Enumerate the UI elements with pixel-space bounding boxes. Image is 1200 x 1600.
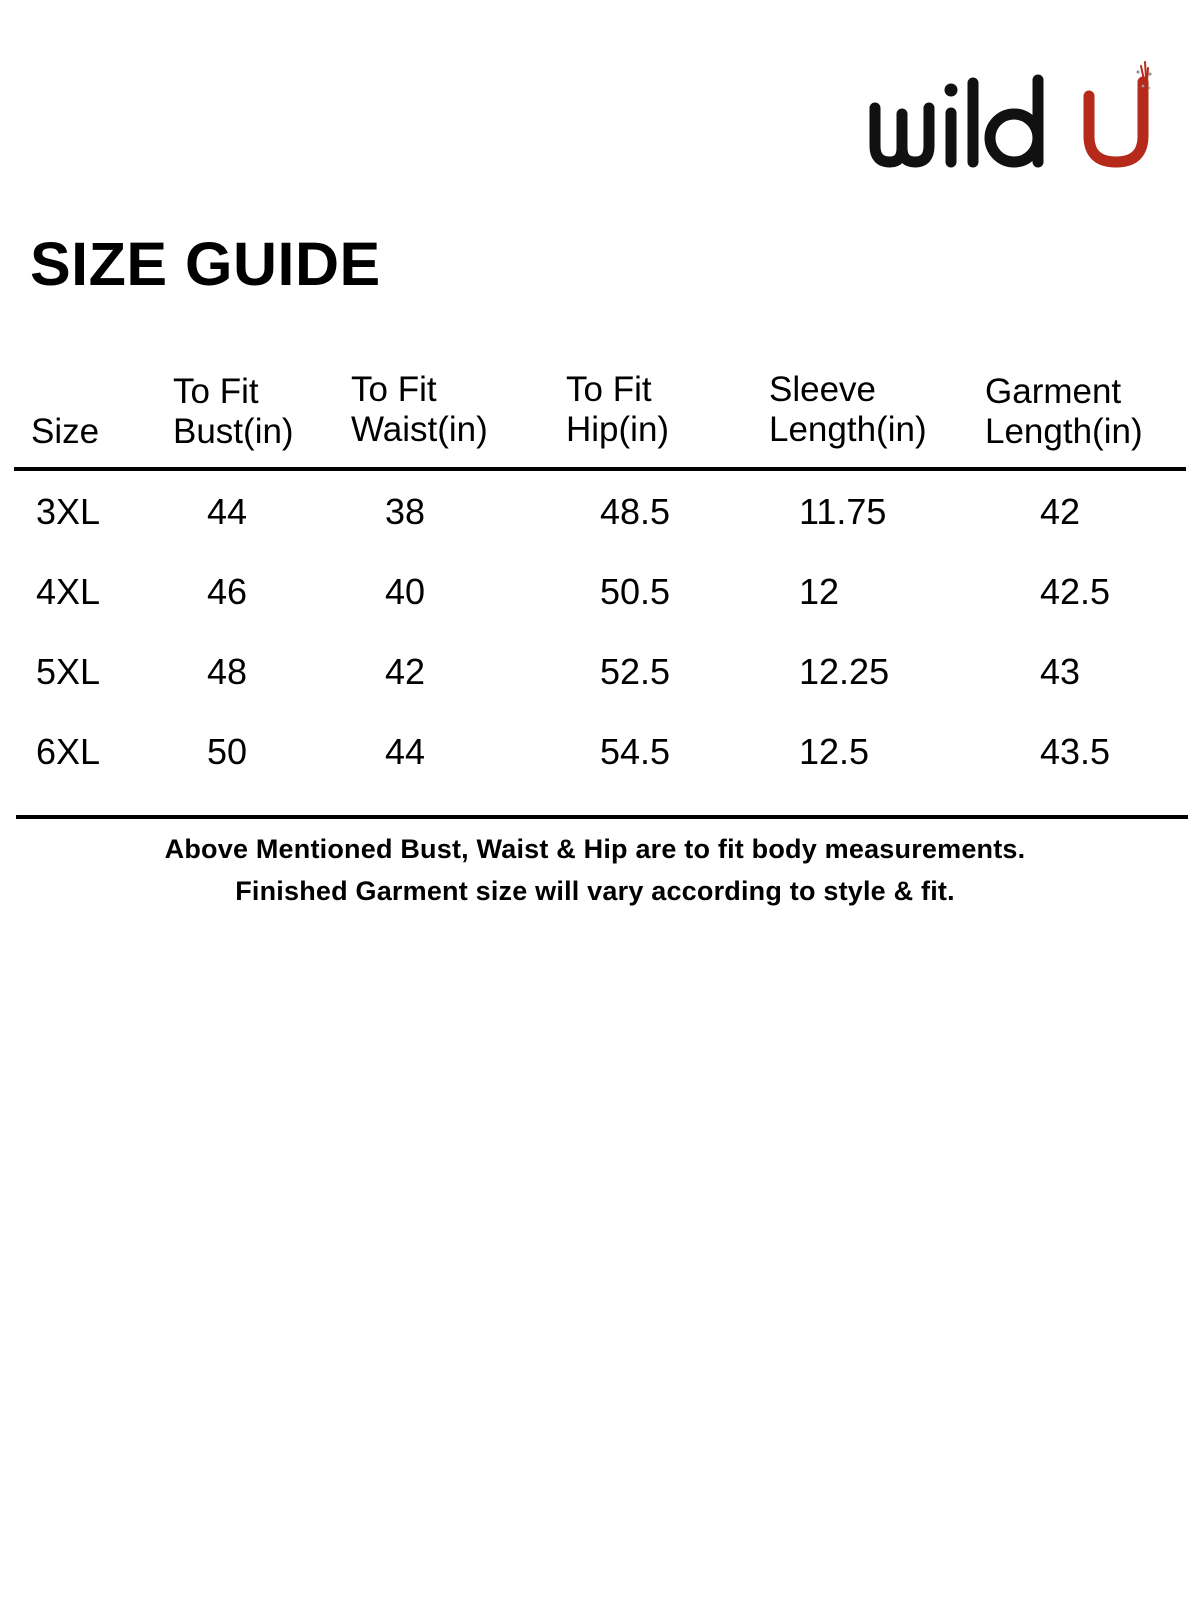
header-hip — [566, 370, 669, 450]
header-hip-line1: To Fit — [566, 370, 652, 409]
header-waist-line2: Waist(in) — [351, 410, 488, 449]
cell-5xl-waist: 42 — [385, 651, 426, 692]
measurement-note: Above Mentioned Bust, Waist & Hip are to fit body measurements. — [164, 834, 1026, 864]
page-title: SIZE GUIDE — [30, 230, 381, 298]
header-waist — [351, 370, 488, 450]
cell-3xl-garment: 42 — [1040, 491, 1081, 532]
cell-4xl-sleeve: 12 — [799, 571, 840, 612]
cell-5xl-hip: 52.5 — [600, 651, 671, 692]
cell-6xl-size: 6XL — [36, 731, 101, 772]
header-size-line2: Size — [31, 412, 100, 451]
cell-5xl-bust: 48 — [207, 651, 248, 692]
header-size-line1 — [31, 372, 99, 412]
cell-6xl-bust: 50 — [207, 731, 248, 772]
cell-3xl-sleeve: 11.75 — [799, 491, 887, 532]
cell-3xl-bust: 44 — [207, 491, 248, 532]
header-sleeve-line2: Length(in) — [769, 410, 927, 449]
header-waist-line1: To Fit — [351, 370, 437, 409]
cell-5xl-garment: 43 — [1040, 651, 1081, 692]
cell-6xl-garment: 43.5 — [1040, 731, 1111, 772]
header-divider — [14, 467, 1186, 471]
cell-5xl-size: 5XL — [36, 651, 101, 692]
header-garment — [985, 372, 1143, 452]
cell-4xl-waist: 40 — [385, 571, 426, 612]
cell-4xl-size: 4XL — [36, 571, 101, 612]
cell-6xl-waist: 44 — [385, 731, 426, 772]
header-bust-line2: Bust(in) — [173, 412, 294, 451]
header-sleeve — [769, 370, 927, 450]
table-bottom-divider — [16, 815, 1188, 819]
cell-3xl-size: 3XL — [36, 491, 101, 532]
cell-5xl-sleeve: 12.25 — [799, 651, 890, 692]
header-hip-line2: Hip(in) — [566, 410, 670, 449]
cell-4xl-hip: 50.5 — [600, 571, 671, 612]
header-garment-line2: Length(in) — [985, 412, 1143, 451]
header-garment-line1: Garment — [985, 372, 1122, 411]
cell-4xl-garment: 42.5 — [1040, 571, 1111, 612]
header-bust — [173, 372, 294, 452]
cell-4xl-bust: 46 — [207, 571, 248, 612]
cell-6xl-sleeve: 12.5 — [799, 731, 870, 772]
wild-u-logo — [865, 58, 1180, 183]
header-size — [31, 372, 99, 452]
header-sleeve-line1: Sleeve — [769, 370, 877, 409]
header-bust-line1: To Fit — [173, 372, 259, 411]
fit-note: Finished Garment size will vary according to style & fit. — [235, 876, 955, 906]
cell-3xl-hip: 48.5 — [600, 491, 671, 532]
cell-6xl-hip: 54.5 — [600, 731, 671, 772]
cell-3xl-waist: 38 — [385, 491, 426, 532]
